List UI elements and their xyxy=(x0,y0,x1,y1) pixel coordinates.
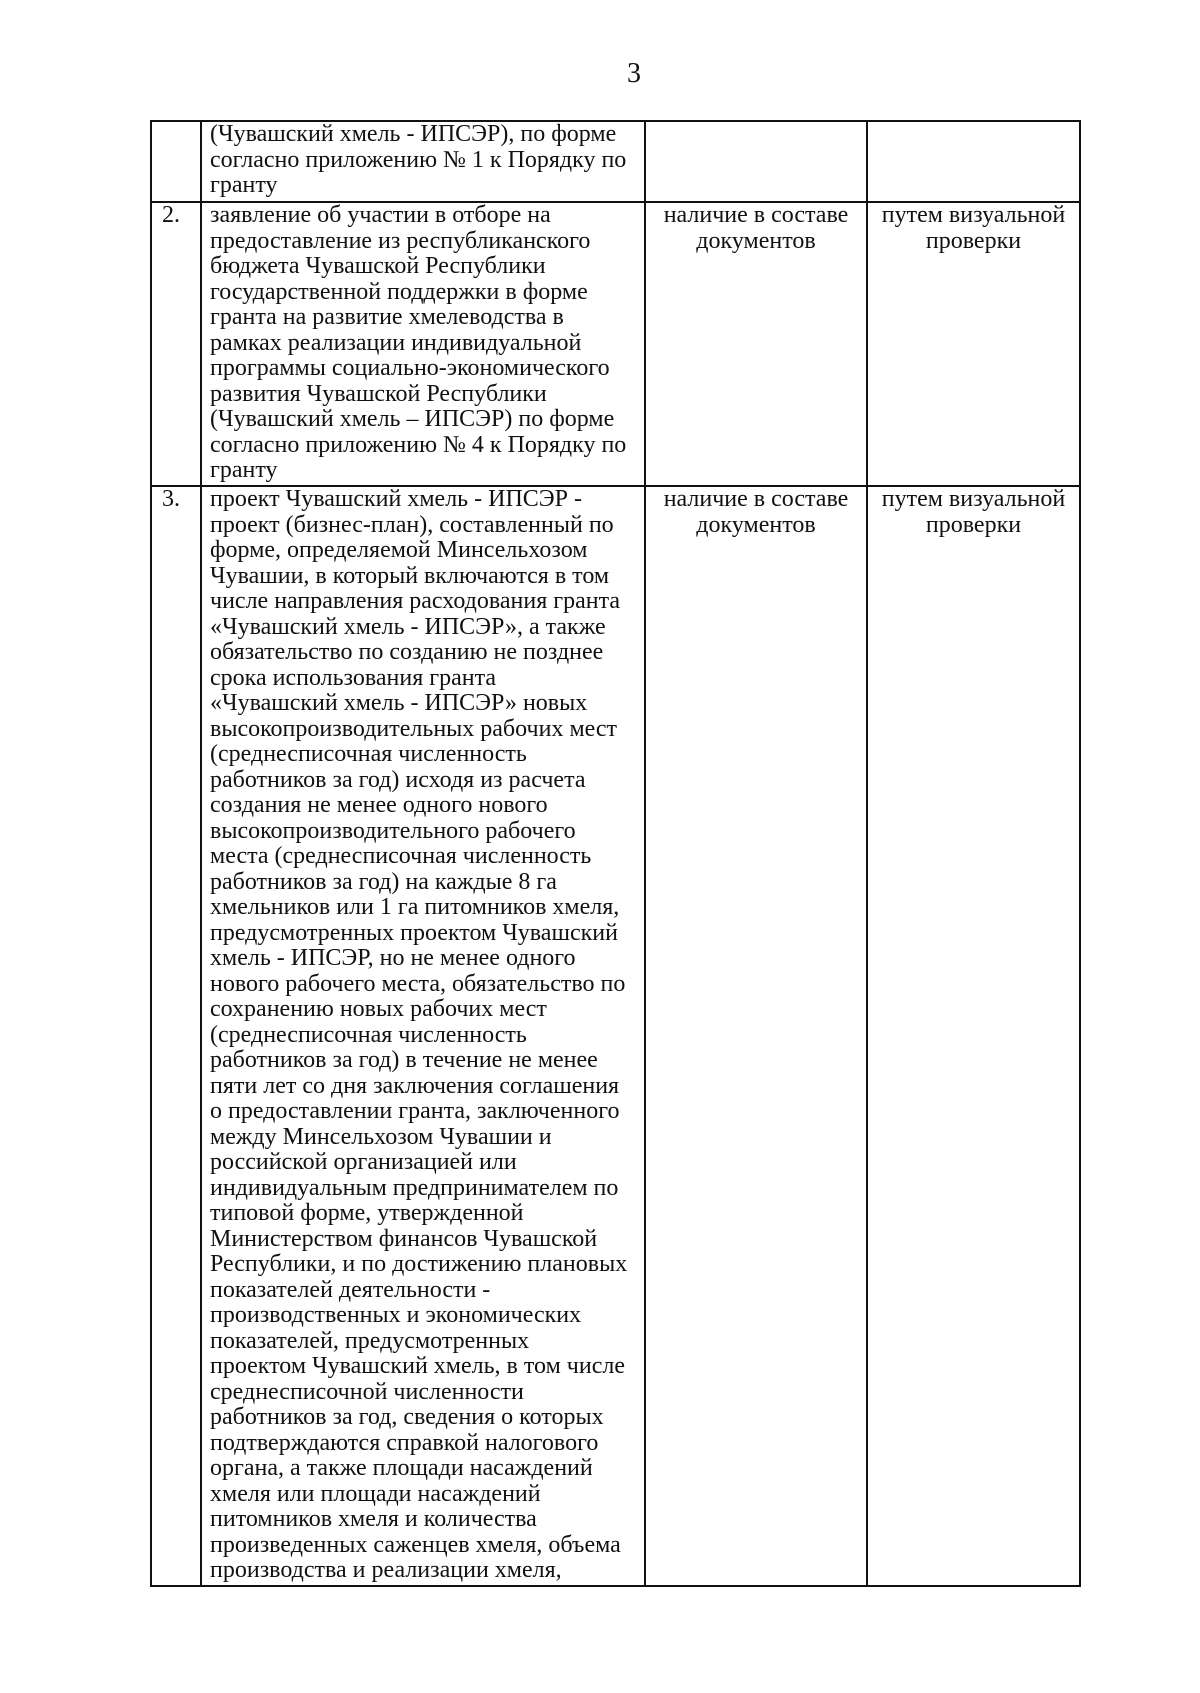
check-method xyxy=(867,121,1080,202)
check-criterion: наличие в составе документов xyxy=(645,486,867,1586)
check-method: путем визуальной проверки xyxy=(867,486,1080,1586)
table-row xyxy=(151,486,1080,1586)
row-number: 2. xyxy=(151,202,201,486)
table-row xyxy=(151,121,1080,202)
row-number: 3. xyxy=(151,486,201,1586)
document-description: (Чувашский хмель - ИПСЭР), по форме согласно приложению № 1 к Порядку по гранту xyxy=(201,121,645,202)
check-method: путем визуальной проверки xyxy=(867,202,1080,486)
document-description: заявление об участии в отборе на предоставление из республиканского бюджета Чувашской Республики государственной поддержки в форме гранта на развитие хмелеводства в рамках реализации индивидуальной программы социально-экономического развития Чувашской Республики (Чувашский хмель – ИПСЭР) по форме согласно приложению № 4 к Порядку по гранту xyxy=(201,202,645,486)
document-description: проект Чувашский хмель - ИПСЭР - проект (бизнес-план), составленный по форме, определяемой Минсельхозом Чувашии, в который включаются в том числе направления расходования гранта «Чувашский хмель - ИПСЭР», а также обязательство по созданию не позднее срока использования гранта «Чувашский хмель - ИПСЭР» новых высокопроизводительных рабочих мест (среднесписочная численность работников за год) исходя из расчета создания не менее одного нового высокопроизводительного рабочего места (среднесписочная численность работников за год) на каждые 8 га хмельников или 1 га питомников хмеля, предусмотренных проектом Чувашский хмель - ИПСЭР, но не менее одного нового рабочего места, обязательство по сохранению новых рабочих мест (среднесписочная численность работников за год) в течение не менее пяти лет со дня заключения соглашения о предоставлении гранта, заключенного между Минсельхозом Чувашии и российской организацией или индивидуальным предпринимателем по типовой форме, утвержденной Министерством финансов Чувашской Республики, и по достижению плановых показателей деятельности - производственных и экономических показателей, предусмотренных проектом Чувашский хмель, в том числе среднесписочной численности работников за год, сведения о которых подтверждаются справкой налогового органа, а также площади насаждений хмеля или площади насаждений питомников хмеля и количества произведенных саженцев хмеля, объема производства и реализации хмеля, xyxy=(201,486,645,1586)
row-number xyxy=(151,121,201,202)
check-criterion: наличие в составе документов xyxy=(645,202,867,486)
requirements-table xyxy=(150,120,1081,1587)
page-number: 3 xyxy=(627,58,641,89)
check-criterion xyxy=(645,121,867,202)
table-row xyxy=(151,202,1080,486)
